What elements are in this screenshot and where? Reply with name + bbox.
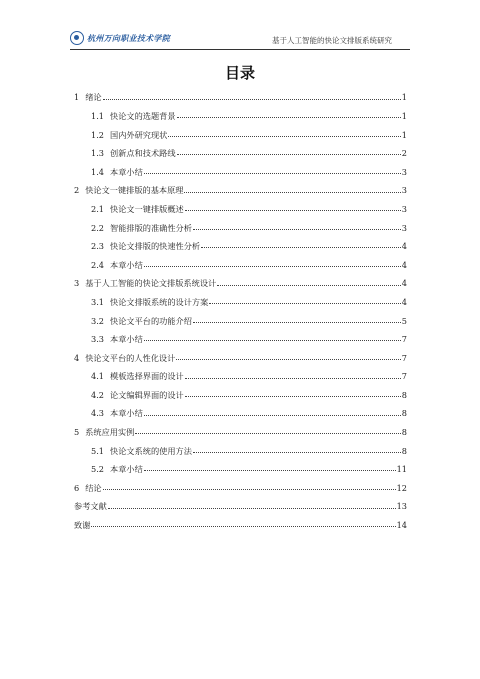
toc-dot-leader: [103, 489, 396, 490]
toc-entry-number: 2.2: [91, 222, 105, 233]
toc-entry-page-number: 3: [401, 166, 407, 177]
header-divider: [70, 49, 410, 50]
toc-dot-leader: [144, 173, 401, 174]
toc-entry[interactable]: [74, 436, 407, 455]
toc-entry[interactable]: [74, 399, 407, 418]
toc-entry-number: 5: [74, 427, 80, 438]
toc-entry-title: 本章小结: [110, 166, 143, 177]
toc-entry-title: 国内外研究现状: [110, 129, 168, 140]
toc-dot-leader: [176, 359, 400, 360]
toc-entry-page-number: 8: [401, 427, 407, 438]
toc-entry-title: 快论文系统的使用方法: [110, 445, 192, 456]
toc-entry-page-number: 7: [401, 334, 407, 345]
toc-entry-number: 4.1: [91, 371, 105, 382]
toc-dot-leader: [168, 136, 400, 137]
toc-entry[interactable]: [74, 102, 407, 121]
toc-entry-page-number: 12: [396, 482, 407, 493]
toc-entry-number: 4.3: [91, 408, 105, 419]
toc-entry-number: 5.1: [91, 445, 105, 456]
toc-entry-number: 5.2: [91, 464, 105, 475]
toc-dot-leader: [217, 285, 401, 286]
toc-entry[interactable]: [74, 362, 407, 381]
toc-entry-page-number: 8: [401, 389, 407, 400]
school-logo: [70, 31, 170, 45]
toc-entry-page-number: 1: [401, 129, 407, 140]
toc-entry-title: 快论文平台的人性化设计: [85, 352, 176, 363]
toc-entry-page-number: 4: [401, 296, 407, 307]
toc-entry-number: 1: [74, 92, 80, 103]
toc-entry-title: 快论文一键排版的基本原理: [85, 185, 184, 196]
toc-entry-title: 模板选择界面的设计: [110, 371, 184, 382]
toc-entry-number: 3.2: [91, 315, 105, 326]
toc-entry[interactable]: [74, 176, 407, 195]
toc-entry-page-number: 8: [401, 445, 407, 456]
page-header: [70, 30, 410, 50]
toc-entry-page-number: 2: [401, 148, 407, 159]
toc-entry[interactable]: [74, 83, 407, 102]
toc-entry-number: 2.4: [91, 259, 105, 270]
toc-entry[interactable]: [74, 511, 407, 530]
toc-entry-title: 绪论: [85, 92, 102, 103]
toc-entry-number: 2.1: [91, 203, 105, 214]
toc-dot-leader: [177, 117, 401, 118]
toc-entry-title: 本章小结: [110, 259, 143, 270]
toc-entry[interactable]: [74, 492, 407, 511]
toc-entry-title: 论文编辑界面的设计: [110, 389, 184, 400]
toc-entry[interactable]: [74, 381, 407, 400]
toc-entry[interactable]: [74, 343, 407, 362]
toc-entry-page-number: 7: [401, 352, 407, 363]
toc-entry-title: 本章小结: [110, 334, 143, 345]
toc-entry-number: 1.2: [91, 129, 105, 140]
toc-entry-title: 本章小结: [110, 464, 143, 475]
toc-dot-leader: [193, 452, 401, 453]
toc-dot-leader: [184, 192, 400, 193]
toc-entry-title: 快论文一键排版概述: [110, 203, 184, 214]
toc-entry-title: 结论: [85, 482, 102, 493]
school-logo-text: 杭州万向职业技术学院: [87, 32, 170, 43]
toc-entry[interactable]: [74, 232, 407, 251]
toc-entry[interactable]: [74, 213, 407, 232]
toc-entry[interactable]: [74, 250, 407, 269]
toc-dot-leader: [185, 396, 401, 397]
toc-entry-page-number: 3: [401, 222, 407, 233]
toc-entry-title: 系统应用实例: [85, 427, 135, 438]
toc-entry-number: 1.4: [91, 166, 105, 177]
toc-dot-leader: [144, 415, 401, 416]
toc-entry[interactable]: [74, 418, 407, 437]
toc-entry-page-number: 13: [396, 501, 407, 512]
toc-dot-leader: [185, 378, 401, 379]
toc-entry-page-number: 4: [401, 259, 407, 270]
toc-entry-page-number: 14: [396, 520, 407, 531]
toc-entry[interactable]: [74, 157, 407, 176]
toc-dot-leader: [209, 303, 400, 304]
toc-entry-title: 快论文排版的快速性分析: [110, 241, 201, 252]
toc-entry-page-number: 7: [401, 371, 407, 382]
toc-dot-leader: [135, 433, 400, 434]
toc-entry-number: 1.1: [91, 110, 105, 121]
toc-entry[interactable]: [74, 269, 407, 288]
toc-dot-leader: [177, 154, 401, 155]
header-document-title: 基于人工智能的快论文排版系统研究: [272, 36, 392, 45]
toc-entry[interactable]: [74, 139, 407, 158]
toc-dot-leader: [144, 340, 401, 341]
toc-entry-title: 参考文献: [74, 501, 107, 512]
toc-entry-page-number: 1: [401, 92, 407, 103]
toc-dot-leader: [103, 99, 401, 100]
toc-entry-title: 本章小结: [110, 408, 143, 419]
toc-dot-leader: [144, 266, 401, 267]
toc-dot-leader: [193, 322, 401, 323]
toc-entry[interactable]: [74, 473, 407, 492]
toc-entry-page-number: 3: [401, 203, 407, 214]
toc-entry[interactable]: [74, 195, 407, 214]
toc-entry[interactable]: [74, 306, 407, 325]
toc-entry-number: 4: [74, 352, 80, 363]
toc-entry[interactable]: [74, 120, 407, 139]
toc-entry[interactable]: [74, 455, 407, 474]
toc-entry-page-number: 11: [396, 464, 407, 475]
toc-entry-number: 1.3: [91, 148, 105, 159]
toc-entry-title: 基于人工智能的快论文排版系统设计: [85, 278, 217, 289]
toc-title: 目录: [224, 64, 255, 82]
toc-entry-page-number: 4: [401, 241, 407, 252]
toc-entry-number: 2: [74, 185, 80, 196]
toc-entry-title: 创新点和技术路线: [110, 148, 176, 159]
toc-entry-page-number: 8: [401, 408, 407, 419]
toc-entry-number: 4.2: [91, 389, 105, 400]
toc-dot-leader: [108, 508, 396, 509]
toc-entry-page-number: 1: [401, 110, 407, 121]
toc-entry-number: 2.3: [91, 241, 105, 252]
school-seal-icon: [70, 31, 84, 45]
toc-dot-leader: [201, 247, 401, 248]
toc-entry-title: 快论文平台的功能介绍: [110, 315, 192, 326]
toc-entry[interactable]: [74, 288, 407, 307]
toc-entry-number: 6: [74, 482, 80, 493]
toc-entry-title: 智能排版的准确性分析: [110, 222, 192, 233]
toc-entry-title: 快论文的选题背景: [110, 110, 176, 121]
toc-dot-leader: [144, 470, 396, 471]
toc-entry-page-number: 4: [401, 278, 407, 289]
toc-entry-page-number: 3: [401, 185, 407, 196]
table-of-contents: [74, 83, 407, 529]
toc-entry-page-number: 5: [401, 315, 407, 326]
toc-entry-title: 致谢: [74, 520, 91, 531]
toc-dot-leader: [193, 229, 401, 230]
toc-entry-number: 3.1: [91, 296, 105, 307]
toc-dot-leader: [185, 210, 401, 211]
toc-entry-title: 快论文排版系统的设计方案: [110, 296, 209, 307]
toc-entry[interactable]: [74, 325, 407, 344]
toc-entry-number: 3: [74, 278, 80, 289]
toc-entry-number: 3.3: [91, 334, 105, 345]
toc-dot-leader: [91, 526, 395, 527]
